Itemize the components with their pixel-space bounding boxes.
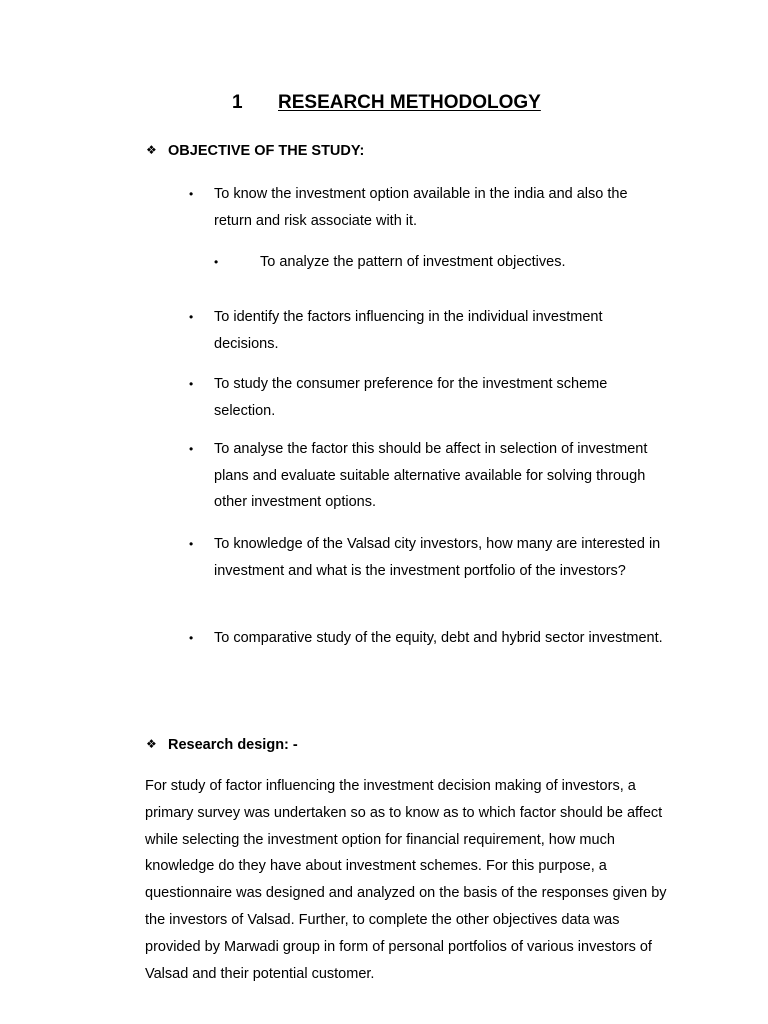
objective-item-4 [189, 371, 669, 424]
objective-item-6 [189, 531, 669, 584]
research-design-paragraph: For study of factor influencing the investment decision making of investors, a primary survey was undertaken so as to know as to which factor should be affect while selecting the investment option for financial requirement, how much knowledge do they have about investment schemes. For this purpose, a questionnaire was designed and analyzed on the basis of the responses given by the investors of Valsad. Further, to complete the other objectives data was provided by Marwadi group in form of personal portfolios of various investors of Valsad and their potential customer. [145, 778, 667, 982]
research-design-title: Research design: - [168, 737, 298, 753]
chapter-heading [232, 92, 541, 114]
research-design-heading [146, 737, 298, 753]
objective-item-1 [189, 181, 669, 234]
bullet-dot-icon: • [189, 187, 194, 201]
objective-text: To analyze the pattern of investment objectives. [260, 254, 566, 270]
objective-text: To identify the factors influencing in the individual investment decisions. [214, 309, 603, 352]
chapter-number: 1 [232, 92, 243, 113]
bullet-dot-icon: • [189, 377, 194, 391]
objective-text: To study the consumer preference for the investment scheme selection. [214, 376, 608, 419]
bullet-dot-icon: • [189, 537, 194, 551]
diamond-bullet-icon: ❖ [146, 143, 157, 157]
objective-section-heading [146, 143, 364, 159]
objective-text: To know the investment option available in the india and also the return and risk associate with it. [214, 186, 628, 229]
objective-item-3 [189, 304, 669, 357]
bullet-dot-icon: • [189, 631, 194, 645]
objective-section-title: OBJECTIVE OF THE STUDY: [168, 143, 365, 159]
objective-text: To comparative study of the equity, debt and hybrid sector investment. [214, 630, 663, 646]
diamond-bullet-icon: ❖ [146, 737, 157, 751]
objective-item-5 [189, 436, 669, 516]
objective-item-7 [189, 625, 669, 652]
objective-item-2 [214, 249, 694, 276]
objective-text: To knowledge of the Valsad city investors, how many are interested in investment and what is the investment portfolio of the investors? [214, 536, 661, 579]
bullet-dot-icon: • [189, 442, 194, 456]
chapter-title: RESEARCH METHODOLOGY [278, 92, 541, 113]
bullet-dot-icon: • [214, 255, 219, 269]
objective-text: To analyse the factor this should be affect in selection of investment plans and evaluate suitable alternative available for solving through other investment options. [214, 441, 648, 510]
bullet-dot-icon: • [189, 310, 194, 324]
